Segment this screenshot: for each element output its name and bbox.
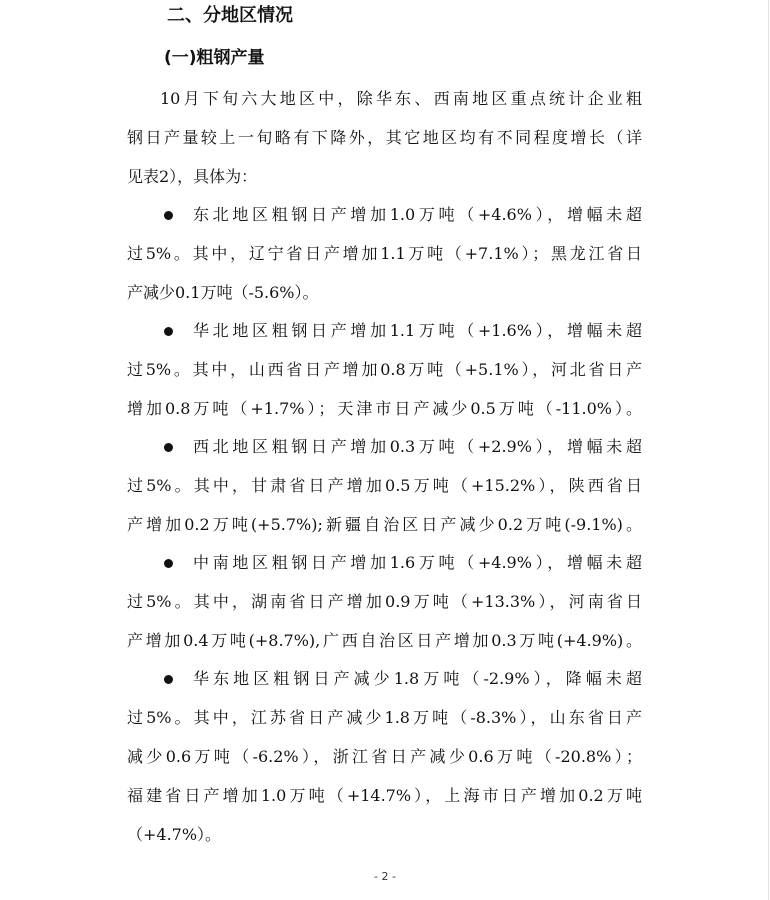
bullet-line: 产减少0.1万吨（-5.6%）。 [127,283,319,302]
bullet-line: 产增加0.2万吨(+5.7%);新疆自治区日产减少0.2万吨(-9.1%)。 [127,515,642,534]
bullet-line: 中南地区粗钢日产增加1.6万吨（+4.9%），增幅未超 [193,553,642,572]
bullet-item-north [164,320,642,342]
bullet-dot-icon [164,559,173,568]
bullet-line: 增加0.8万吨（+1.7%）；天津市日产减少0.5万吨（-11.0%）。 [127,399,642,418]
bullet-line: 西北地区粗钢日产增加0.3万吨（+2.9%），增幅未超 [193,437,642,456]
bullet-line: 减少0.6万吨（-6.2%），浙江省日产减少0.6万吨（-20.8%）； [127,747,642,766]
bullet-line: 过5%。其中，江苏省日产减少1.8万吨（-8.3%），山东省日产 [127,708,642,727]
subsection-heading: (一)粗钢产量 [164,48,265,68]
bullet-item-central-south [164,552,642,574]
bullet-line: 华北地区粗钢日产增加1.1万吨（+1.6%），增幅未超 [193,321,642,340]
bullet-item-northeast [164,204,642,226]
bullet-dot-icon [164,443,173,452]
bullet-item-northwest [164,436,642,458]
bullet-line: （+4.7%）。 [127,825,222,844]
page-number: - 2 - [374,870,396,883]
bullet-line: 过5%。其中，辽宁省日产增加1.1万吨（+7.1%）；黑龙江省日 [127,244,642,263]
bullet-line: 过5%。其中，甘肃省日产增加0.5万吨（+15.2%），陕西省日 [127,476,642,495]
page-edge-divider [768,0,769,900]
bullet-dot-icon [164,675,173,684]
bullet-dot-icon [164,327,173,336]
bullet-line: 产增加0.4万吨(+8.7%),广西自治区日产增加0.3万吨(+4.9%)。 [127,631,642,650]
intro-line-3: 见表2），具体为： [127,167,258,186]
intro-line-1: 10月下旬六大地区中，除华东、西南地区重点统计企业粗 [160,89,642,108]
bullet-item-east [164,668,642,690]
bullet-line: 过5%。其中，山西省日产增加0.8万吨（+5.1%），河北省日产 [127,360,642,379]
bullet-line: 福建省日产增加1.0万吨（+14.7%），上海市日产增加0.2万吨 [127,786,642,805]
bullet-dot-icon [164,211,173,220]
section-heading: 二、分地区情况 [167,5,293,26]
bullet-line: 东北地区粗钢日产增加1.0万吨（+4.6%），增幅未超 [193,205,642,224]
intro-line-2: 钢日产量较上一旬略有下降外，其它地区均有不同程度增长（详 [127,128,642,147]
bullet-line: 过5%。其中，湖南省日产增加0.9万吨（+13.3%），河南省日 [127,592,642,611]
bullet-line: 华东地区粗钢日产减少1.8万吨（-2.9%），降幅未超 [193,669,642,688]
